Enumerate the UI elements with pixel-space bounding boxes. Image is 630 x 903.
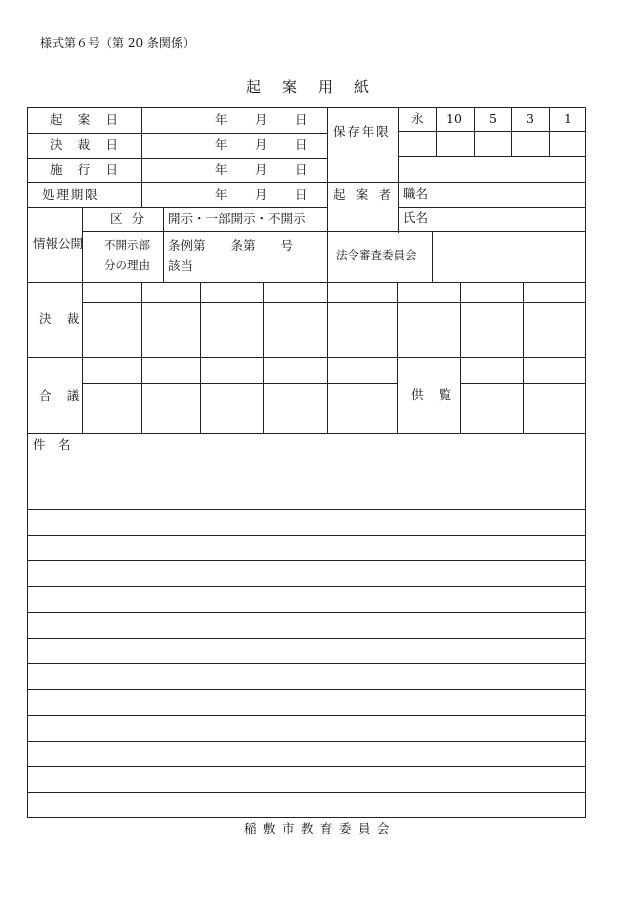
- form-number: 様式第６号（第 20 条関係）: [40, 36, 195, 50]
- year-label: 年: [215, 187, 228, 202]
- category-label: 区 分: [110, 211, 147, 226]
- retention-option-10: 10: [446, 111, 462, 126]
- subject-label: 件 名: [33, 437, 71, 452]
- retention-label: 保存年限: [333, 124, 391, 139]
- month-label: 月: [255, 162, 268, 177]
- retention-option-1: 1: [564, 111, 572, 126]
- retention-option-3: 3: [526, 111, 534, 126]
- retention-option-5: 5: [489, 111, 497, 126]
- retention-option-perm: 永: [411, 111, 424, 126]
- drafter-title-label: 職名: [403, 186, 429, 201]
- form-title: 起 案 用 紙: [246, 78, 373, 96]
- shori-kigen-label: 処理期限: [42, 187, 100, 202]
- day-label: 日: [295, 162, 308, 177]
- committee-label: 法令審査委員会: [336, 248, 417, 262]
- year-label: 年: [215, 162, 228, 177]
- drafter-label: 起 案 者: [333, 187, 395, 202]
- approval-label: 決 裁: [39, 311, 85, 326]
- kian-date-label: 起 案 日: [50, 112, 124, 127]
- month-label: 月: [255, 112, 268, 127]
- shiko-date-label: 施 行 日: [50, 162, 124, 177]
- footer-organization: 稲 敷 市 教 育 委 員 会: [244, 821, 391, 836]
- day-label: 日: [295, 187, 308, 202]
- reason-text-2: 該当: [168, 258, 194, 273]
- year-label: 年: [215, 137, 228, 152]
- day-label: 日: [295, 137, 308, 152]
- year-label: 年: [215, 112, 228, 127]
- reason-label-1: 不開示部: [104, 238, 150, 252]
- month-label: 月: [255, 187, 268, 202]
- info-disclosure-label: 情報公開: [33, 236, 84, 251]
- kessai-date-label: 決 裁 日: [50, 137, 124, 152]
- reason-label-2: 分の理由: [104, 258, 150, 272]
- day-label: 日: [295, 112, 308, 127]
- consultation-label: 合 議: [39, 388, 85, 403]
- reason-text-1: 条例第 条第 号: [168, 238, 294, 253]
- category-options: 開示・一部開示・不開示: [168, 211, 306, 226]
- drafter-name-label: 氏名: [403, 210, 429, 225]
- circulation-label: 供 覧: [411, 387, 457, 402]
- month-label: 月: [255, 137, 268, 152]
